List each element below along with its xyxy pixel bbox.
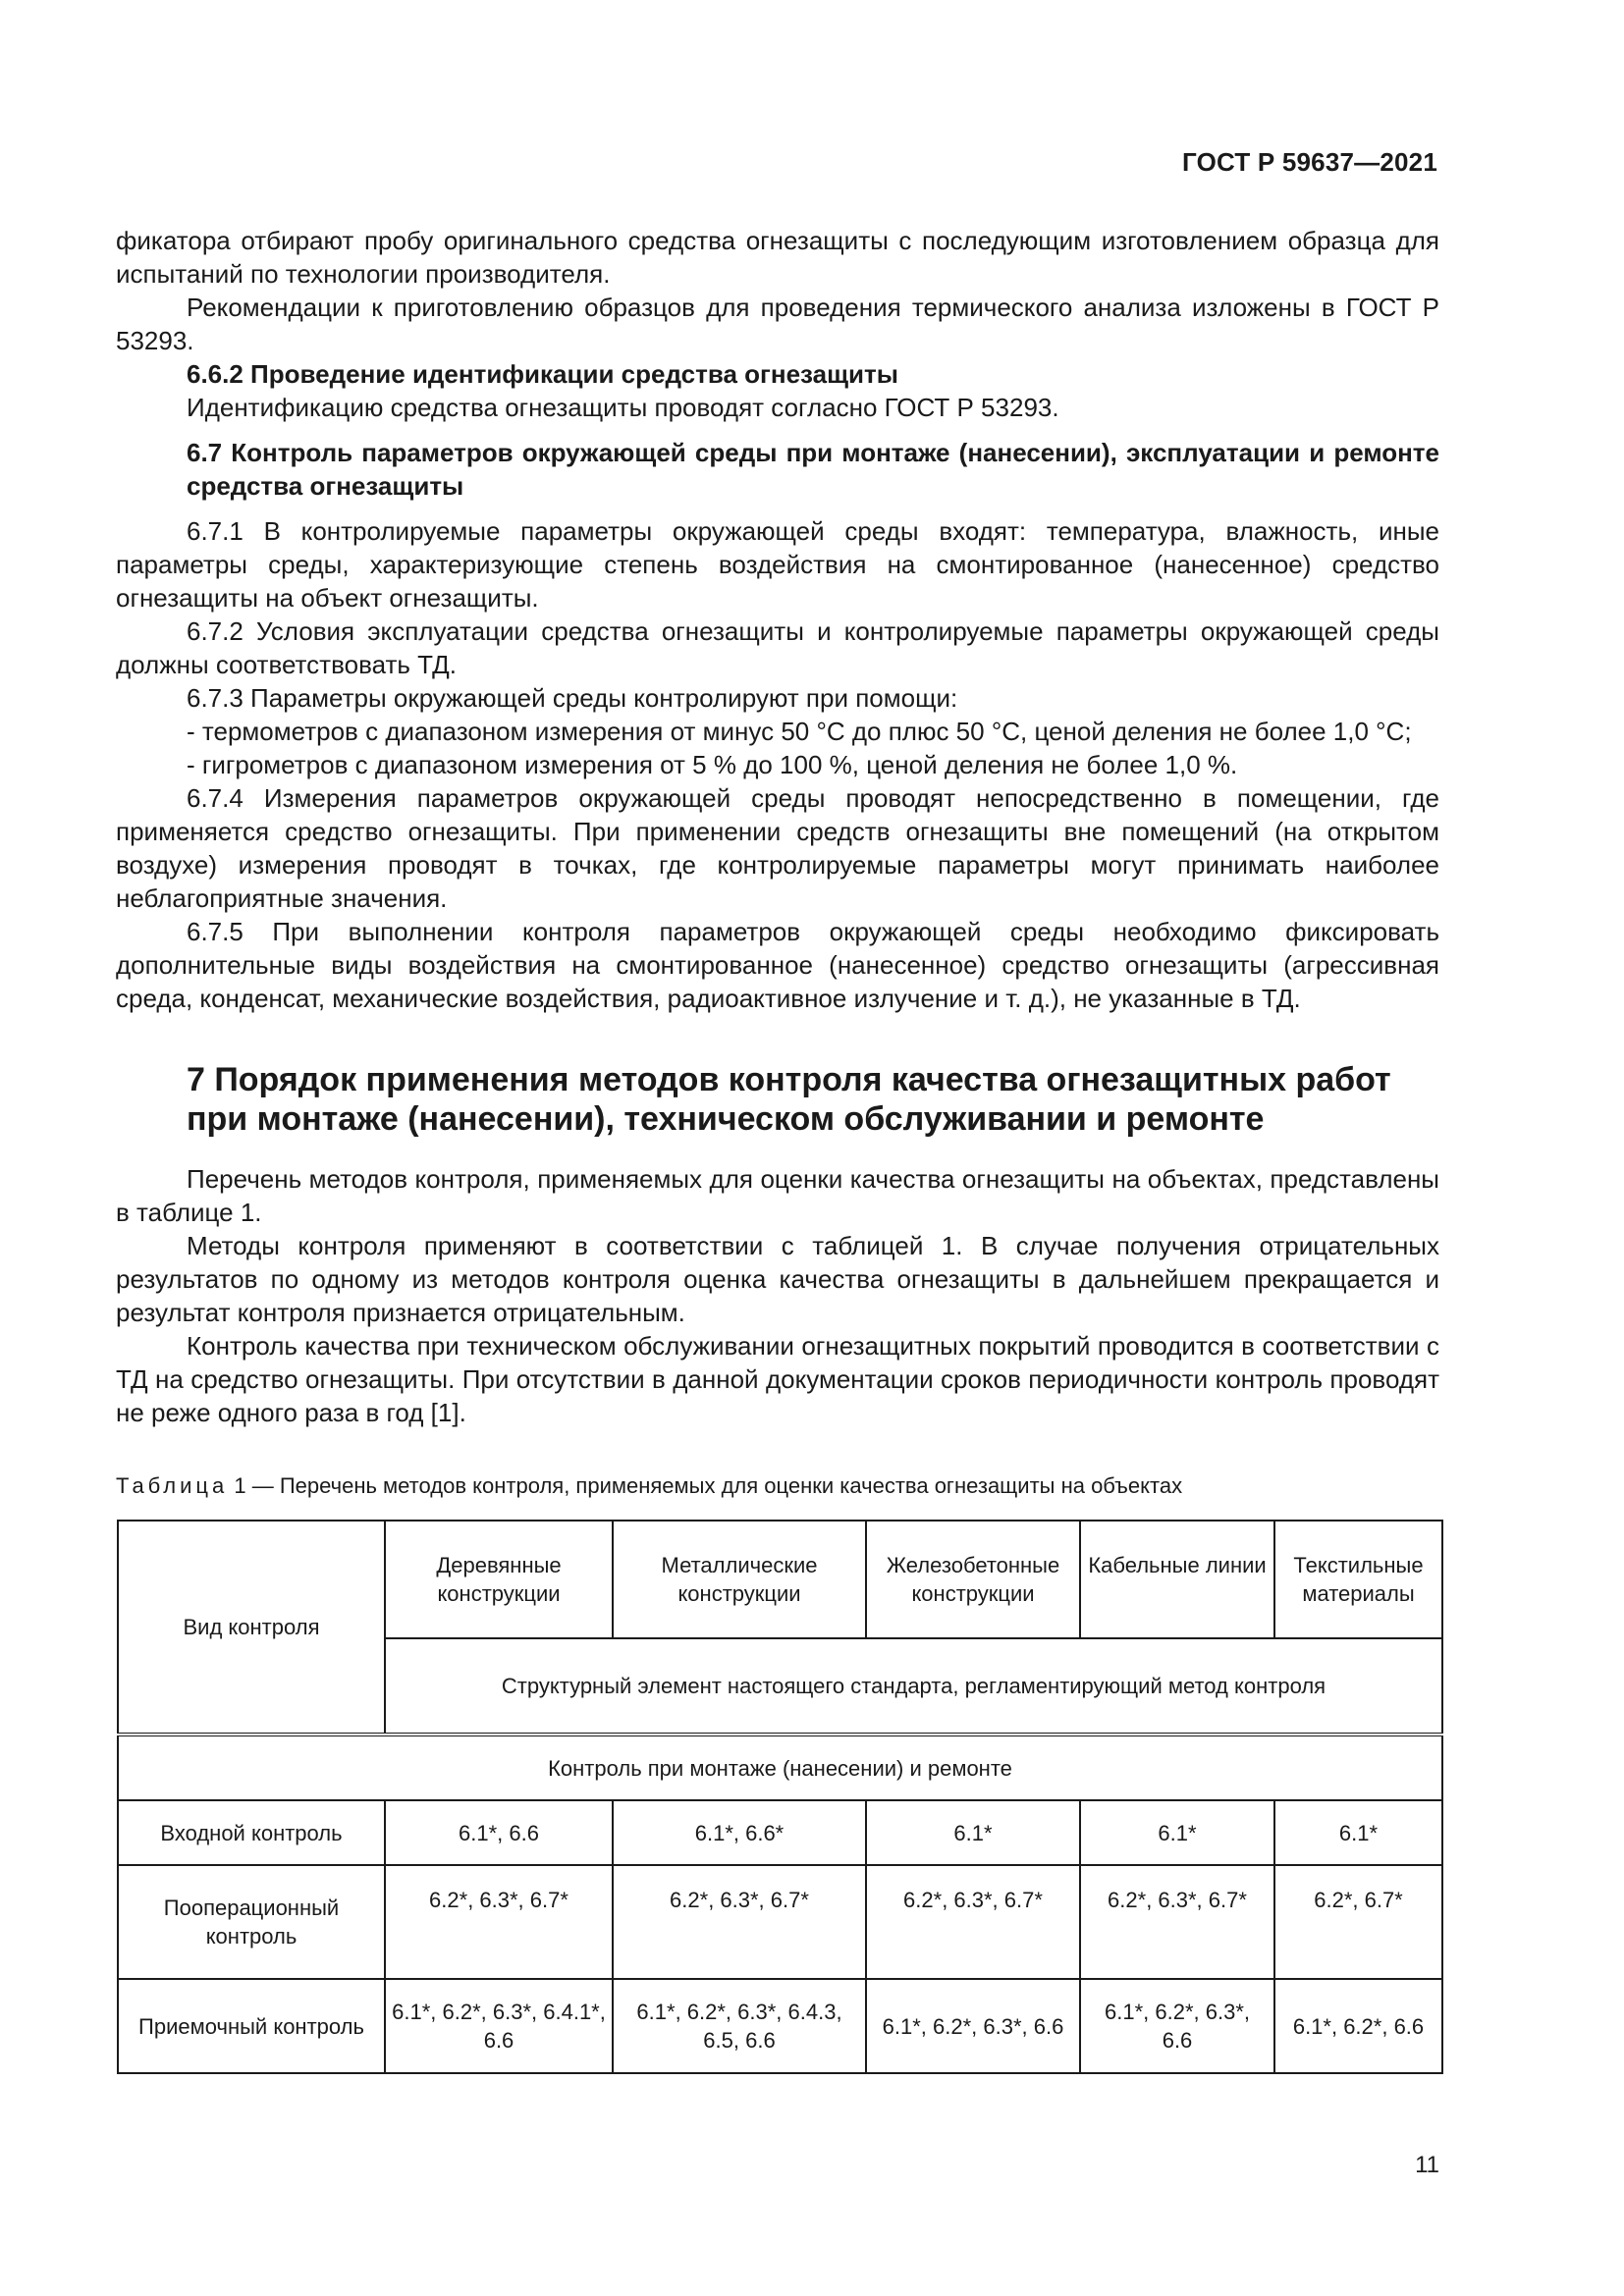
list-item: - гигрометров с диапазоном измерения от 5 % до 100 %, ценой деления не более 1,0 %. <box>187 750 1238 779</box>
subsection-heading-6-6-2: 6.6.2 Проведение идентификации средства огнезащиты <box>187 359 898 389</box>
column-header: Деревянные конструкции <box>385 1521 613 1638</box>
control-methods-table <box>117 1520 1443 2074</box>
paragraph-6-7-2: 6.7.2 Условия эксплуатации средства огнезащиты и контролируемые параметры окружающей среды должны соответствовать ТД. <box>116 616 1439 679</box>
row-label: Входной контроль <box>118 1800 385 1865</box>
section-heading-6-7: 6.7 Контроль параметров окружающей среды при монтаже (нанесении), эксплуатации и ремонте средства огнезащиты <box>187 438 1439 501</box>
table-caption-text: 1 — Перечень методов контроля, применяемых для оценки качества огнезащиты на объектах <box>228 1473 1183 1498</box>
paragraph: Перечень методов контроля, применяемых для оценки качества огнезащиты на объектах, представлены в таблице 1. <box>116 1164 1439 1227</box>
table-cell: 6.1*, 6.6 <box>385 1800 613 1865</box>
table-row <box>118 1865 1442 1979</box>
section-cell: Контроль при монтаже (нанесении) и ремонте <box>118 1735 1442 1800</box>
table-cell: 6.1*, 6.2*, 6.3*, 6.4.3, 6.5, 6.6 <box>613 1979 866 2073</box>
paragraph: Рекомендации к приготовлению образцов для проведения термического анализа изложены в ГОСТ Р 53293. <box>116 293 1439 355</box>
paragraph-6-7-4: 6.7.4 Измерения параметров окружающей среды проводят непосредственно в помещении, где применяется средство огнезащиты. При применении средств огнезащиты вне помещений (на открытом воздухе) измерения проводят в точках, где контролируемые параметры могут принимать наиболее неблагоприятные значения. <box>116 783 1439 913</box>
section-heading-7: 7 Порядок применения методов контроля качества огнезащитных работ при монтаже (нанесении), техническом обслуживании и ремонте <box>187 1061 1391 1138</box>
table-section-row <box>118 1735 1442 1800</box>
column-header: Текстильные материалы <box>1274 1521 1442 1638</box>
row-label: Пооперационный контроль <box>118 1865 385 1979</box>
body-text <box>116 224 1439 1429</box>
table-header-row <box>118 1521 1442 1638</box>
table-cell: 6.1* <box>866 1800 1080 1865</box>
table-cell: 6.1* <box>1274 1800 1442 1865</box>
paragraph: Контроль качества при техническом обслуживании огнезащитных покрытий проводится в соответствии с ТД на средство огнезащиты. При отсутствии в данной документации сроков периодичности контроль проводят не реже одного раза в год [1]. <box>116 1331 1439 1427</box>
subheader-cell: Структурный элемент настоящего стандарта, регламентирующий метод контроля <box>385 1638 1442 1735</box>
table-cell: 6.2*, 6.3*, 6.7* <box>385 1865 613 1979</box>
table-cell: 6.1*, 6.2*, 6.3*, 6.4.1*, 6.6 <box>385 1979 613 2073</box>
table-cell: 6.1* <box>1080 1800 1274 1865</box>
table-caption <box>116 1473 1182 1499</box>
table-cell: 6.1*, 6.2*, 6.3*, 6.6 <box>866 1979 1080 2073</box>
paragraph: Идентификацию средства огнезащиты проводят согласно ГОСТ Р 53293. <box>187 393 1059 422</box>
document-id: ГОСТ Р 59637—2021 <box>1182 147 1437 177</box>
column-header: Железобетонные конструкции <box>866 1521 1080 1638</box>
table-cell: 6.2*, 6.7* <box>1274 1865 1442 1979</box>
page-number: 11 <box>1415 2152 1439 2178</box>
paragraph-6-7-3: 6.7.3 Параметры окружающей среды контролируют при помощи: <box>187 683 958 713</box>
paragraph-6-7-5: 6.7.5 При выполнении контроля параметров окружающей среды необходимо фиксировать дополнительные виды воздействия на смонтированное (нанесенное) средство огнезащиты (агрессивная среда, конденсат, механические воздействия, радиоактивное излучение и т. д.), не указанные в ТД. <box>116 917 1439 1013</box>
paragraph: фикатора отбирают пробу оригинального средства огнезащиты с последующим изготовлением образца для испытаний по технологии производителя. <box>116 226 1439 289</box>
table-row <box>118 1800 1442 1865</box>
table-row <box>118 1979 1442 2073</box>
table-cell: 6.1*, 6.2*, 6.6 <box>1274 1979 1442 2073</box>
table-cell: 6.1*, 6.6* <box>613 1800 866 1865</box>
table-cell: 6.1*, 6.2*, 6.3*, 6.6 <box>1080 1979 1274 2073</box>
table-cell: 6.2*, 6.3*, 6.7* <box>866 1865 1080 1979</box>
paragraph-6-7-1: 6.7.1 В контролируемые параметры окружающей среды входят: температура, влажность, иные параметры среды, характеризующие степень воздействия на смонтированное (нанесенное) средство огнезащиты на объект огнезащиты. <box>116 516 1439 613</box>
table-cell: 6.2*, 6.3*, 6.7* <box>1080 1865 1274 1979</box>
column-header: Кабельные линии <box>1080 1521 1274 1638</box>
column-header: Металлические конструкции <box>613 1521 866 1638</box>
row-label: Приемочный контроль <box>118 1979 385 2073</box>
table-cell: 6.2*, 6.3*, 6.7* <box>613 1865 866 1979</box>
row-header-cell: Вид контроля <box>118 1521 385 1735</box>
table-caption-label: Таблица <box>116 1473 229 1498</box>
paragraph: Методы контроля применяют в соответствии с таблицей 1. В случае получения отрицательных результатов по одному из методов контроля оценка качества огнезащиты в дальнейшем прекращается и результат контроля признается отрицательным. <box>116 1231 1439 1327</box>
list-item: - термометров с диапазоном измерения от минус 50 °С до плюс 50 °С, ценой деления не более 1,0 °С; <box>187 717 1412 746</box>
